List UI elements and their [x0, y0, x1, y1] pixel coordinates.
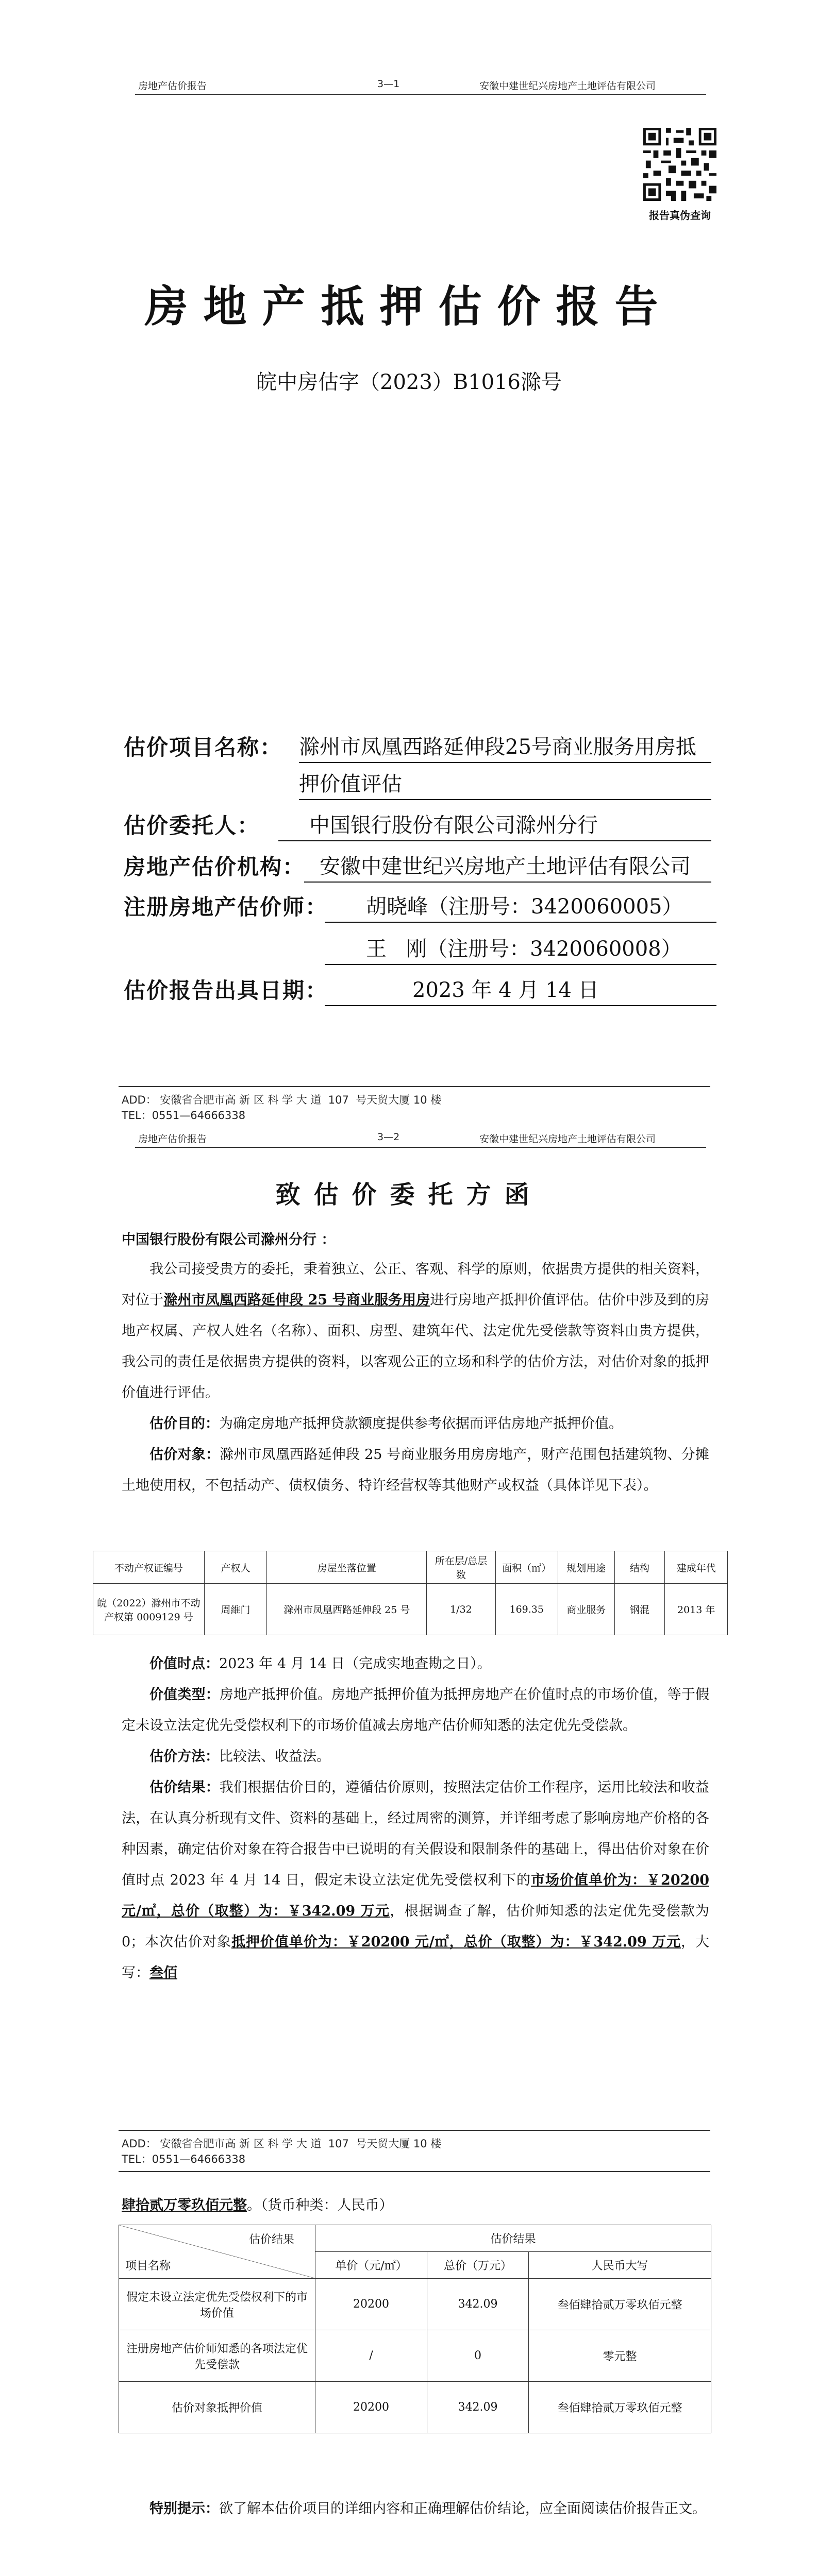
intro-property: 滁州市凤凰西路延伸段 25 号商业服务用房	[163, 1292, 430, 1308]
footer-rule	[119, 1086, 710, 1087]
value-type-paragraph: 价值类型：房地产抵押价值。房地产抵押价值为抵押房地产在价值时点的市场价值，等于假定未设立法定优先受偿权利下的市场价值减去房地产估价师知悉的法定优先受偿款。	[122, 1687, 710, 1734]
appraiser-1: 胡晓峰（注册号：3420060005）	[325, 890, 716, 923]
corner-cell: 估价结果 项目名称	[119, 2225, 315, 2279]
purpose-paragraph: 估价目的：为确定房地产抵押贷款额度提供参考依据而评估房地产抵押价值。	[149, 1416, 623, 1432]
issue-date-label: 估价报告出具日期：	[124, 978, 328, 1003]
letter-body-2	[122, 1649, 709, 1989]
property-table	[93, 1551, 728, 1635]
addressee: 中国银行股份有限公司滁州分行 ：	[122, 1232, 336, 1248]
letter-title: 致估价委托方函	[275, 1180, 543, 1209]
appraiser-label: 注册房地产估价师：	[124, 894, 328, 920]
method-paragraph: 估价方法：比较法、收益法。	[149, 1749, 330, 1765]
letter-body	[122, 1254, 709, 1501]
header-rule	[135, 94, 706, 95]
table-header-row: 不动产权证编号 产权人 房屋坐落位置 所在层/总层数 面积（㎡） 规划用途 结构 建成年代	[93, 1551, 728, 1584]
result-paragraph: 估价结果：我们根据估价目的，遵循估价原则，按照法定估价工作程序，运用比较法和收益法，在认真分析现有文件、资料的基础上，经过周密的测算，并详细考虑了影响房地产价格的各种因素，确定估价对象在符合报告中已说明的有关假设和限制条件的基础上，得出估价对象在价值时点 2023 年 4 月 14 日，假定未设立法定优先受偿权利下的市场价值单价为：￥20200 元/㎡，总价（取整）为：￥342.09 万元，根据调查了解，估价师知悉的法定优先受偿款为 0；本次估价对象抵押价值单价为：￥20200 元/㎡，总价（取整）为：￥342.09 万元，大写：叁佰	[122, 1780, 710, 1981]
diagonal-line	[119, 2225, 315, 2278]
object-paragraph: 估价对象：滁州市凤凰西路延伸段 25 号商业服务用房房地产，财产范围包括建筑物、分摊土地使用权，不包括动产、债权债务、特许经营权等其他财产或权益（具体详见下表）。	[122, 1447, 709, 1494]
valuation-result-table	[119, 2225, 711, 2433]
header-left: 房地产估价报告	[138, 1133, 207, 1145]
header-rule	[135, 1147, 706, 1148]
issue-date-value: 2023 年 4 月 14 日	[325, 974, 716, 1006]
qr-caption: 报告真伪查询	[649, 209, 711, 222]
agency-label: 房地产估价机构：	[124, 854, 306, 879]
table-header-row: 估价结果 项目名称 估价结果	[119, 2225, 711, 2252]
mortgage-value: 抵押价值单价为：￥20200 元/㎡，总价（取整）为：￥342.09 万元	[231, 1934, 681, 1950]
table-row: 皖（2022）滁州市不动产权第 0009129 号 周維门 滁州市凤凰西路延伸段 25 号 1/32 169.35 商业服务 钢混 2013 年	[93, 1584, 728, 1635]
project-name-value: 滁州市凤凰西路延伸段25号商业服务用房抵	[299, 731, 711, 763]
report-title: 房地产抵押估价报告	[144, 281, 674, 332]
footer-tel: TEL：0551—64666338	[122, 2153, 246, 2165]
footer-address: ADD： 安徽省合肥市高 新 区 科 学 大 道 107 号天贸大厦 10 楼	[122, 2138, 442, 2150]
project-name-label: 估价项目名称：	[124, 735, 283, 760]
header-page-number: 3—1	[377, 78, 400, 90]
project-name-value-cont: 押价值评估	[299, 768, 711, 800]
client-value: 中国银行股份有限公司滁州分行	[278, 809, 711, 841]
footer-tel: TEL：0551—64666338	[122, 1109, 246, 1122]
market-value: 市场价值单价为：￥20200 元/㎡，总价（取整）为：￥342.09 万元	[122, 1872, 709, 1919]
table-row: 假定未设立法定优先受偿权利下的市场价值 20200 342.09 叁佰肆拾贰万零玖佰元整	[119, 2279, 711, 2330]
client-label: 估价委托人：	[124, 813, 260, 838]
agency-value: 安徽中建世纪兴房地产土地评估有限公司	[304, 850, 711, 883]
footer-address: ADD： 安徽省合肥市高 新 区 科 学 大 道 107 号天贸大厦 10 楼	[122, 1094, 442, 1106]
special-tip: 特别提示：欲了解本估价项目的详细内容和正确理解估价结论，应全面阅读估价报告正文。	[149, 2501, 706, 2517]
qr-code-icon[interactable]	[643, 128, 716, 201]
value-date-paragraph: 价值时点：2023 年 4 月 14 日（完成实地查勘之日）。	[149, 1656, 491, 1672]
header-rule	[119, 2171, 710, 2172]
table-row: 注册房地产估价师知悉的各项法定优先受偿款 / 0 零元整	[119, 2330, 711, 2382]
header-left: 房地产估价报告	[138, 80, 207, 92]
header-page-number: 3—2	[377, 1131, 400, 1143]
table-subheader-row: 单价（元/㎡） 总价（万元） 人民币大写	[119, 2252, 711, 2279]
header-right: 安徽中建世纪兴房地产土地评估有限公司	[479, 1133, 656, 1145]
amount-in-words-start: 叁佰	[149, 1965, 177, 1981]
report-number: 皖中房估字（2023）B1016滁号	[256, 370, 562, 394]
appraiser-2: 王 刚（注册号：3420060008）	[325, 933, 716, 965]
table-row: 估价对象抵押价值 20200 342.09 叁佰肆拾贰万零玖佰元整	[119, 2382, 711, 2433]
amount-in-words-cont: 肆拾贰万零玖佰元整。（货币种类：人民币）	[122, 2197, 393, 2213]
header-right: 安徽中建世纪兴房地产土地评估有限公司	[479, 80, 656, 92]
intro-paragraph: 我公司接受贵方的委托，秉着独立、公正、客观、科学的原则，依据贵方提供的相关资料，对位于滁州市凤凰西路延伸段 25 号商业服务用房进行房地产抵押价值评估。估价中涉及到的房地产权属、产权人姓名（名称）、面积、房型、建筑年代、法定优先受偿款等资料由贵方提供，我公司的责任是依据贵方提供的资料，以客观公正的立场和科学的估价方法，对估价对象的抵押价值进行评估。	[122, 1261, 710, 1401]
footer-rule	[119, 2130, 710, 2131]
